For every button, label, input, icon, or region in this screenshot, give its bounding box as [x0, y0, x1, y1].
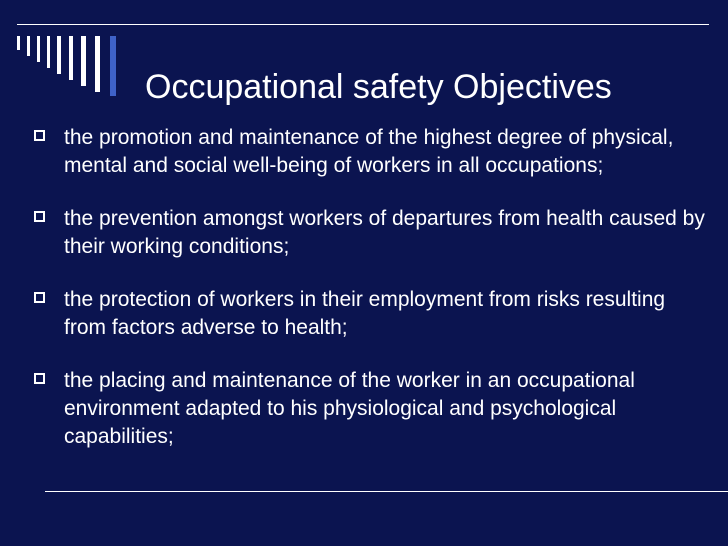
bullet-text: the prevention amongst workers of departures from health caused by their working conditions; [64, 207, 705, 258]
bullet-item [28, 286, 708, 342]
bullet-text: the protection of workers in their employment from risks resulting from factors adverse to health; [64, 288, 666, 339]
deco-bar [95, 36, 100, 92]
deco-bar [47, 36, 50, 68]
bullet-item [28, 367, 708, 451]
checkbox-bullet-icon [34, 130, 45, 141]
deco-bar [57, 36, 61, 74]
decorative-bars [17, 36, 127, 96]
bullet-item [28, 124, 708, 180]
checkbox-bullet-icon [34, 373, 45, 384]
bullet-item [28, 205, 708, 261]
slide-title: Occupational safety Objectives [145, 68, 612, 106]
deco-bar [81, 36, 86, 86]
top-divider-line [17, 24, 709, 25]
bullet-text: the promotion and maintenance of the highest degree of physical, mental and social well-being of workers in all occupations; [64, 126, 674, 177]
bullet-list [28, 124, 708, 476]
deco-bar-accent [110, 36, 116, 96]
deco-bar [27, 36, 30, 56]
deco-bar [17, 36, 20, 50]
deco-bar [69, 36, 73, 80]
bullet-text: the placing and maintenance of the worker in an occupational environment adapted to his physiological and psychological capabilities; [64, 369, 635, 448]
checkbox-bullet-icon [34, 211, 45, 222]
checkbox-bullet-icon [34, 292, 45, 303]
bottom-divider-line [45, 491, 728, 492]
deco-bar [37, 36, 40, 62]
